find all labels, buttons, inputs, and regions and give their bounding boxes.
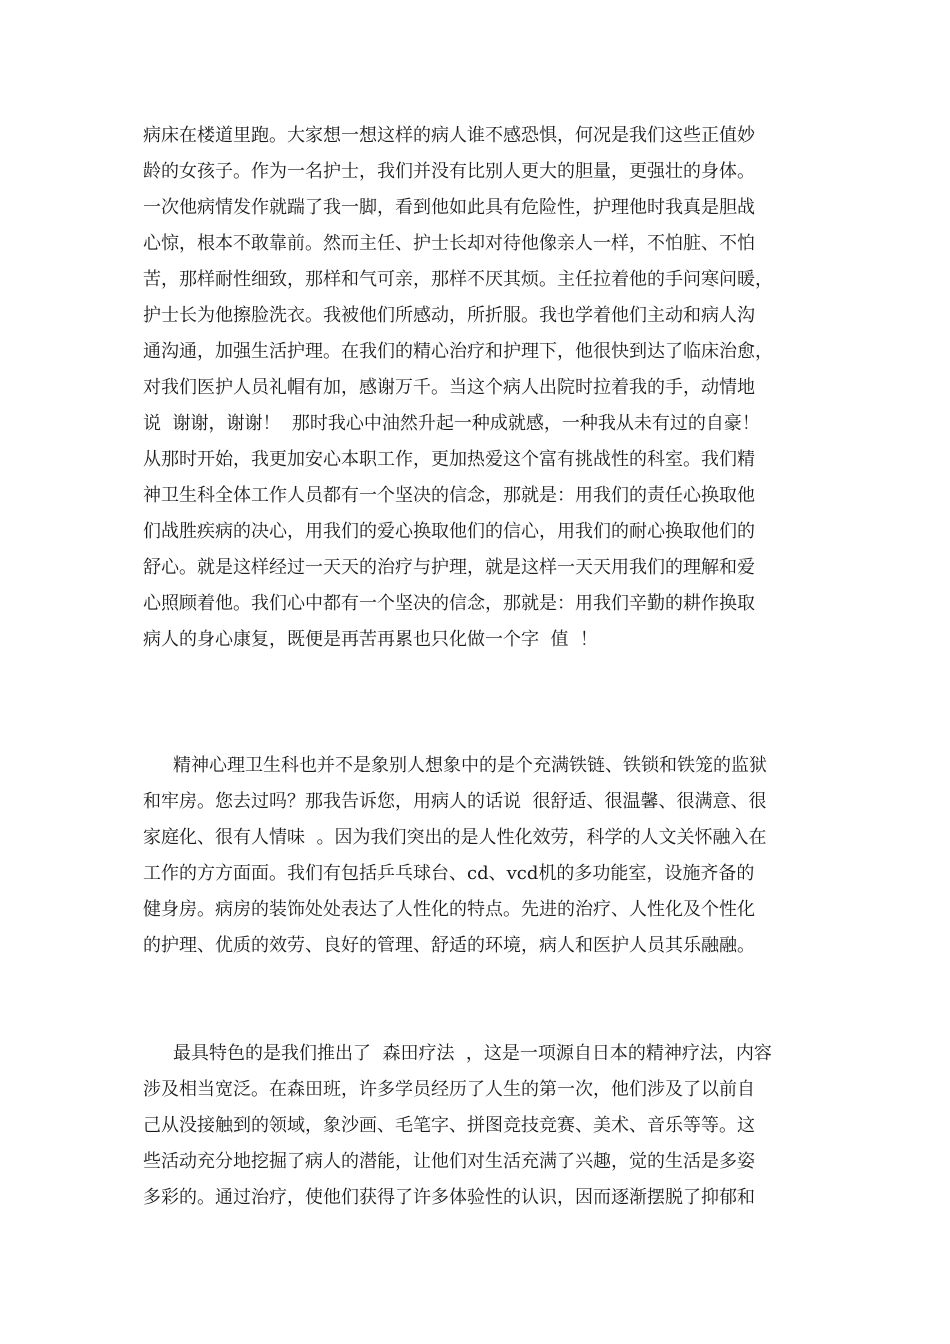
paragraph-3 [143, 1036, 823, 1216]
text-line-indented: 精神心理卫生科也并不是象别人想象中的是个充满铁链、铁锁和铁笼的监狱 [173, 755, 767, 776]
text-line: 心照顾着他。我们心中都有一个坚决的信念，那就是：用我们辛勤的耕作换取 [143, 593, 755, 614]
text-line: 舒心。就是这样经过一天天的治疗与护理，就是这样一天天用我们的理解和爱 [143, 557, 755, 578]
text-line: 说 谢谢，谢谢！ 那时我心中油然升起一种成就感，一种我从未有过的自豪！ [143, 413, 760, 434]
paragraph-2 [143, 748, 823, 964]
text-line: 健身房。病房的装饰处处表达了人性化的特点。先进的治疗、人性化及个性化 [143, 899, 755, 920]
text-line: 龄的女孩子。作为一名护士，我们并没有比别人更大的胆量，更强壮的身体。 [143, 161, 755, 182]
text-line: 护士长为他擦脸洗衣。我被他们所感动，所折服。我也学着他们主动和病人沟 [143, 305, 755, 326]
text-line: 们战胜疾病的决心，用我们的爱心换取他们的信心，用我们的耐心换取他们的 [143, 521, 755, 542]
text-line: 对我们医护人员礼帽有加，感谢万千。当这个病人出院时拉着我的手，动情地 [143, 377, 755, 398]
text-line: 和牢房。您去过吗？那我告诉您，用病人的话说 很舒适、很温馨、很满意、很 [143, 791, 767, 812]
text-line: 工作的方方面面。我们有包括乒乓球台、cd、vcd机的多功能室，设施齐备的 [143, 863, 755, 884]
text-line: 心惊，根本不敢靠前。然而主任、护士长却对待他像亲人一样，不怕脏、不怕 [143, 233, 755, 254]
text-line: 通沟通，加强生活护理。在我们的精心治疗和护理下，他很快到达了临床治愈， [143, 341, 773, 362]
text-line: 从那时开始，我更加安心本职工作，更加热爱这个富有挑战性的科室。我们精 [143, 449, 755, 470]
paragraph-1 [143, 118, 823, 658]
text-line: 的护理、优质的效劳、良好的管理、舒适的环境，病人和医护人员其乐融融。 [143, 935, 755, 956]
text-line: 病人的身心康复，既便是再苦再累也只化做一个字 值 ！ [143, 629, 598, 650]
text-line: 神卫生科全体工作人员都有一个坚决的信念，那就是：用我们的责任心换取他 [143, 485, 755, 506]
text-line: 己从没接触到的领域，象沙画、毛笔字、拼图竞技竞赛、美术、音乐等等。这 [143, 1115, 755, 1136]
text-line: 病床在楼道里跑。大家想一想这样的病人谁不感恐惧，何况是我们这些正值妙 [143, 125, 755, 146]
text-line: 些活动充分地挖掘了病人的潜能，让他们对生活充满了兴趣，觉的生活是多姿 [143, 1151, 755, 1172]
text-line: 家庭化、很有人情味 。因为我们突出的是人性化效劳，科学的人文关怀融入在 [143, 827, 767, 848]
text-line: 涉及相当宽泛。在森田班，许多学员经历了人生的第一次，他们涉及了以前自 [143, 1079, 755, 1100]
text-line: 一次他病情发作就踹了我一脚，看到他如此具有危险性，护理他时我真是胆战 [143, 197, 755, 218]
text-line: 多彩的。通过治疗，使他们获得了许多体验性的认识，因而逐渐摆脱了抑郁和 [143, 1187, 755, 1208]
text-line: 苦，那样耐性细致，那样和气可亲，那样不厌其烦。主任拉着他的手问寒问暖， [143, 269, 773, 290]
text-line-indented: 最具特色的是我们推出了 森田疗法 ，这是一项源自日本的精神疗法，内容 [173, 1043, 772, 1064]
